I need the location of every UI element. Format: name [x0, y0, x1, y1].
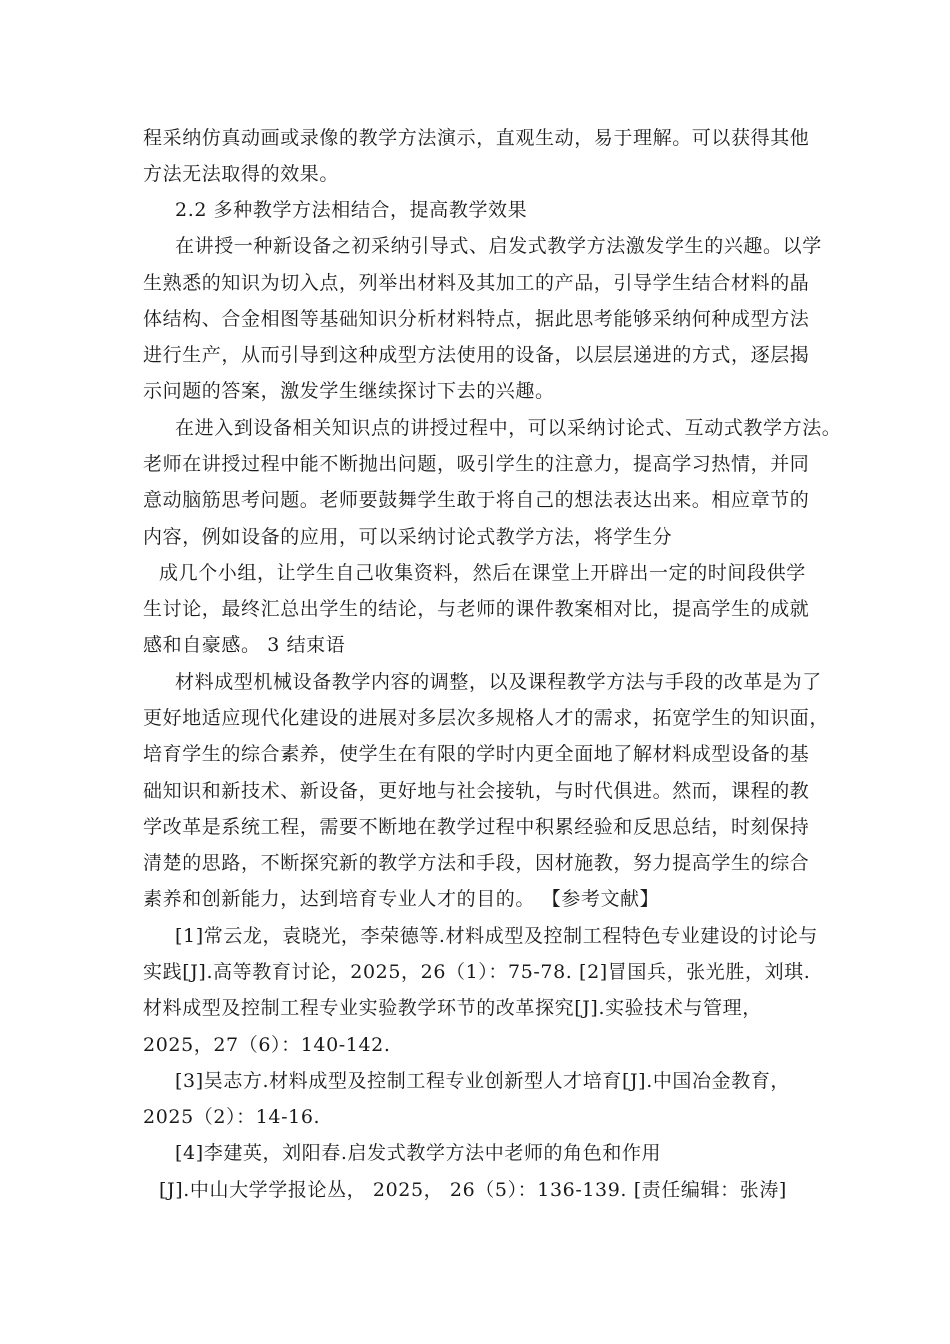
text-line: 清楚的思路，不断探究新的教学方法和手段，因材施教，努力提高学生的综合	[143, 852, 810, 874]
text-line: 生讨论，最终汇总出学生的结论，与老师的课件教案相对比，提高学生的成就	[143, 598, 810, 620]
text-line: 意动脑筋思考问题。老师要鼓舞学生敢于将自己的想法表达出来。相应章节的	[143, 489, 810, 511]
text-line: 成几个小组，让学生自己收集资料，然后在课堂上开辟出一定的时间段供学	[159, 562, 806, 584]
reference-item: [3]吴志方.材料成型及控制工程专业创新型人才培育[J].中国冶金教育，	[175, 1070, 791, 1092]
reference-item: [J].中山大学学报论丛， 2025， 26（5）：136-139. [责任编辑：张涛]	[159, 1179, 787, 1201]
text-line: 程采纳仿真动画或录像的教学方法演示，直观生动，易于理解。可以获得其他	[143, 127, 810, 149]
reference-item: 2025，27（6）：140-142.	[143, 1034, 391, 1056]
text-line: 体结构、合金相图等基础知识分析材料特点，据此思考能够采纳何种成型方法	[143, 308, 810, 330]
reference-item: 2025（2）：14-16.	[143, 1106, 321, 1128]
text-line: 更好地适应现代化建设的进展对多层次多规格人才的需求，拓宽学生的知识面，	[143, 707, 830, 729]
text-line: 生熟悉的知识为切入点，列举出材料及其加工的产品，引导学生结合材料的晶	[143, 272, 810, 294]
text-line: 示问题的答案，激发学生继续探讨下去的兴趣。	[143, 380, 555, 402]
text-line: 老师在讲授过程中能不断抛出问题，吸引学生的注意力，提高学习热情，并同	[143, 453, 810, 475]
reference-item: [4]李建英，刘阳春.启发式教学方法中老师的角色和作用	[175, 1142, 662, 1164]
text-line: 在讲授一种新设备之初采纳引导式、启发式教学方法激发学生的兴趣。以学	[175, 235, 822, 257]
text-line: 学改革是系统工程，需要不断地在教学过程中积累经验和反思总结，时刻保持	[143, 816, 810, 838]
text-line: 素养和创新能力，达到培育专业人才的目的。 【参考文献】	[143, 888, 660, 910]
text-line: 感和自豪感。 3 结束语	[143, 634, 346, 656]
reference-item: 实践[J].高等教育讨论，2025，26（1）：75-78. [2]冒国兵，张光胜，刘琪.	[143, 961, 811, 983]
text-line: 方法无法取得的效果。	[143, 163, 340, 185]
section-heading: 2.2 多种教学方法相结合，提高教学效果	[175, 199, 528, 221]
text-line: 进行生产，从而引导到这种成型方法使用的设备，以层层递进的方式，逐层揭	[143, 344, 810, 366]
text-line: 在进入到设备相关知识点的讲授过程中，可以采纳讨论式、互动式教学方法。	[175, 417, 842, 439]
reference-item: [1]常云龙，袁晓光，李荣德等.材料成型及控制工程特色专业建设的讨论与	[175, 925, 818, 947]
reference-item: 材料成型及控制工程专业实验教学环节的改革探究[J].实验技术与管理，	[143, 997, 762, 1019]
text-line: 培育学生的综合素养，使学生在有限的学时内更全面地了解材料成型设备的基	[143, 743, 810, 765]
text-line: 础知识和新技术、新设备，更好地与社会接轨，与时代俱进。然而，课程的教	[143, 780, 810, 802]
text-line: 材料成型机械设备教学内容的调整，以及课程教学方法与手段的改革是为了	[175, 671, 822, 693]
text-line: 内容，例如设备的应用，可以采纳讨论式教学方法，将学生分	[143, 526, 673, 548]
